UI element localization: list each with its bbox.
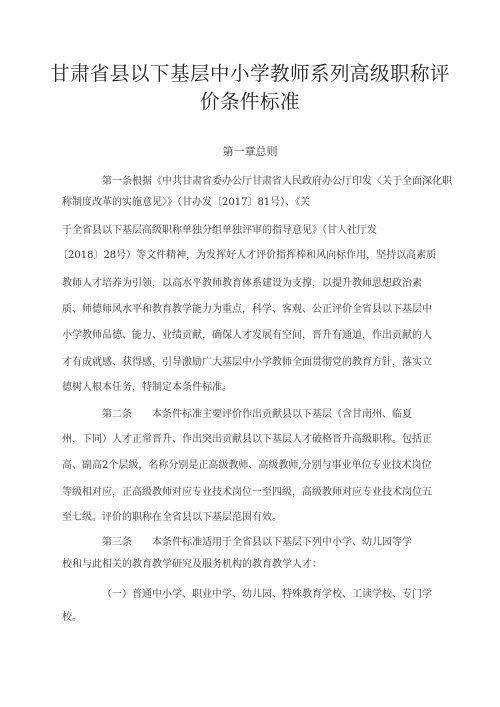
body-line: 〔2018〕28号）等文件精神，为发挥好人才评价指挥棒和风向标作用，坚持以高素质 xyxy=(58,250,437,261)
body-line: 州，下同）人才正常晋升、作出突出贡献县以下基层人才破格晋升高级职称。包括正 xyxy=(62,434,432,445)
body-line: 质、师德师风水平和教育教学能力为重点，科学、客观、公正评价全省县以下基层中 xyxy=(62,304,432,315)
body-line: 德树人根本任务，特制定本条件标准。 xyxy=(62,382,232,393)
body-line: 于全省县以下基层高级职称单独分组单独评审的指导意见》（甘人社厅发 xyxy=(62,225,377,236)
body-line: 等级相对应，正高级教师对应专业技术岗位一至四级，高级教师对应专业技术岗位五 xyxy=(62,487,432,498)
document-title-line-2: 价条件标准 xyxy=(199,90,300,113)
body-line: 校。 xyxy=(62,612,82,623)
body-line: 才有成就感、获得感，引导激励广大基层中小学教师全面贯彻党的教育方针，落实立 xyxy=(62,357,432,368)
document-title-line-1: 甘肃省县以下基层中小学教师系列高级职称评 xyxy=(50,62,451,85)
body-line: 至七级。评价的职称在全省县以下基层范围有效。 xyxy=(62,512,282,523)
body-line: 高、副高2个层级，名称分别是正高级教师、高级教师,分别与事业单位专业技术岗位 xyxy=(62,460,432,471)
body-line: 教师人才培养为引领，以高水平教师教育体系建设为支撑，以提升教师思想政治素 xyxy=(62,278,422,289)
body-line: 小学教师品德、能力、业绩贡献，确保人才发展有空间，晋升有通道，作出贡献的人 xyxy=(62,330,432,341)
body-line: 第三条 本条件标准适用于全省县以下基层下列中小学、幼儿园等学 xyxy=(102,537,412,548)
chapter-heading: 第一章总则 xyxy=(222,145,278,158)
body-line: （一）普通中小学、职业中学、幼儿园、特殊教育学校、工读学校、专门学 xyxy=(102,589,432,600)
body-line: 称制度改革的实施意见〉》（甘办发〔2017〕81号）、《关 xyxy=(62,197,311,208)
body-line: 校和与此相关的教育教学研究及服务机构的教育教学人才： xyxy=(62,559,322,570)
body-line: 第一条根据《中共甘肃省委办公厅甘肃省人民政府办公厅印发〈关于全面深化职 xyxy=(102,176,452,187)
body-line: 第二条 本条件标准主要评价作出贡献县以下基层（含甘南州、临夏 xyxy=(102,409,412,420)
